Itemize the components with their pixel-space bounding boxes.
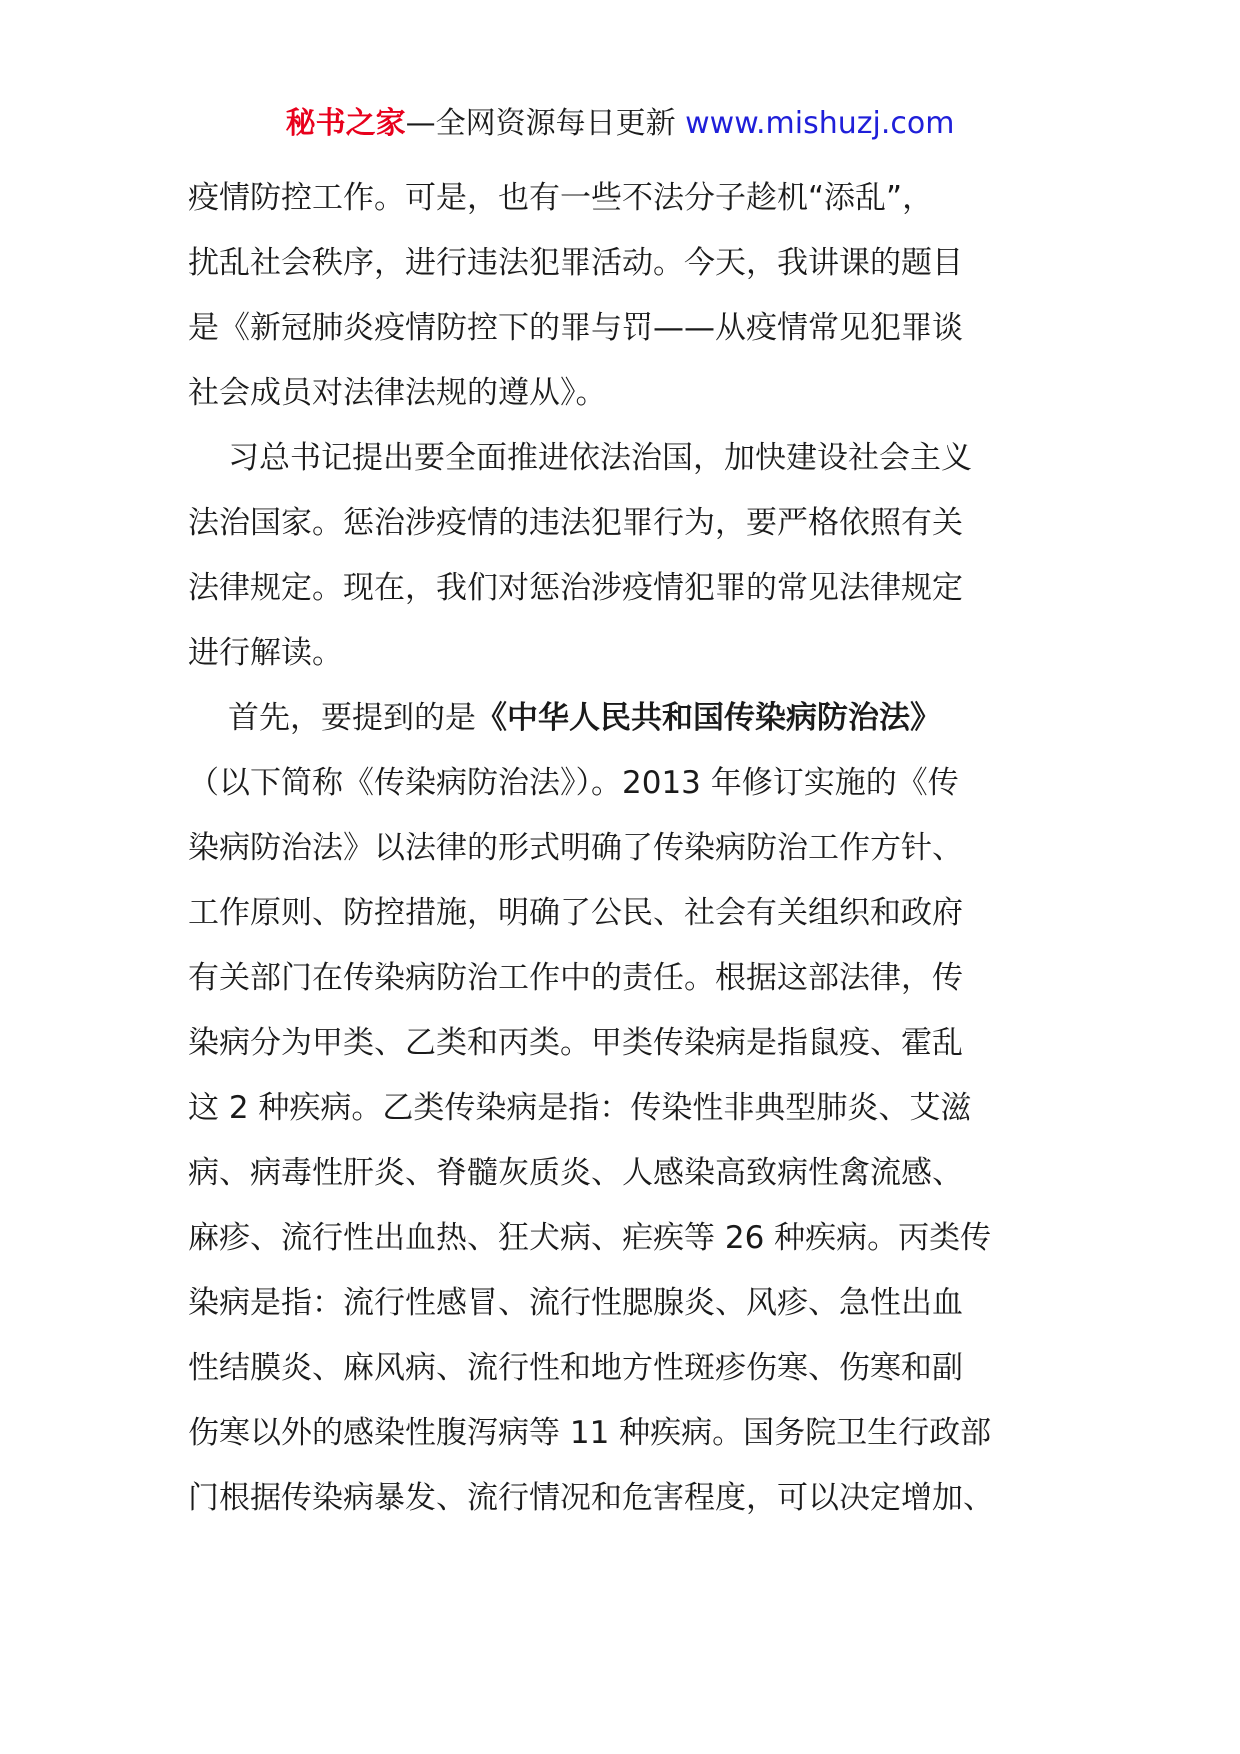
text-line: 染病分为甲类、乙类和丙类。甲类传染病是指鼠疫、霍乱	[188, 1025, 963, 1061]
text-line: 法治国家。惩治涉疫情的违法犯罪行为，要严格依照有关	[188, 505, 963, 541]
text-line: 法律规定。现在，我们对惩治涉疫情犯罪的常见法律规定	[188, 570, 963, 606]
text-line: 工作原则、防控措施，明确了公民、社会有关组织和政府	[188, 895, 963, 931]
law-title: 《中华人民共和国传染病防治法》	[476, 700, 941, 736]
text-line: 染病防治法》以法律的形式明确了传染病防治工作方针、	[188, 830, 963, 866]
text-line: （以下简称《传染病防治法》）。2013 年修订实施的《传	[188, 765, 959, 801]
paragraph-rule-of-law	[188, 426, 1058, 686]
text-line: 有关部门在传染病防治工作中的责任。根据这部法律，传	[188, 960, 963, 996]
site-url-link[interactable]: www.mishuzj.com	[685, 106, 955, 141]
text-line: 这 2 种疾病。乙类传染病是指：传染性非典型肺炎、艾滋	[188, 1090, 972, 1126]
text-line: 门根据传染病暴发、流行情况和危害程度，可以决定增加、	[188, 1480, 994, 1516]
text-line: 社会成员对法律法规的遵从》。	[188, 375, 607, 411]
paragraph-intro	[188, 166, 1058, 426]
text-line: 习总书记提出要全面推进依法治国，加快建设社会主义	[228, 440, 972, 476]
header-tagline: —全网资源每日更新	[405, 106, 686, 141]
brand-name: 秘书之家	[285, 106, 406, 141]
text-line: 性结膜炎、麻风病、流行性和地方性斑疹伤寒、伤寒和副	[188, 1350, 963, 1386]
text-line	[188, 686, 1058, 751]
text-line: 是《新冠肺炎疫情防控下的罪与罚——从疫情常见犯罪谈	[188, 310, 963, 346]
text-line: 病、病毒性肝炎、脊髓灰质炎、人感染高致病性禽流感、	[188, 1155, 963, 1191]
paragraph-infectious-disease-law	[188, 686, 1058, 1531]
text-line: 染病是指：流行性感冒、流行性腮腺炎、风疹、急性出血	[188, 1285, 963, 1321]
page-header	[0, 104, 1240, 144]
text-line: 进行解读。	[188, 635, 343, 671]
document-body	[188, 166, 1058, 1531]
text-line: 疫情防控工作。可是，也有一些不法分子趁机“添乱”，	[188, 180, 934, 216]
text-line: 伤寒以外的感染性腹泻病等 11 种疾病。国务院卫生行政部	[188, 1415, 992, 1451]
text-line: 扰乱社会秩序，进行违法犯罪活动。今天，我讲课的题目	[188, 245, 963, 281]
paragraph-lead-text: 首先，要提到的是	[228, 700, 476, 736]
text-line: 麻疹、流行性出血热、狂犬病、疟疾等 26 种疾病。丙类传	[188, 1220, 992, 1256]
